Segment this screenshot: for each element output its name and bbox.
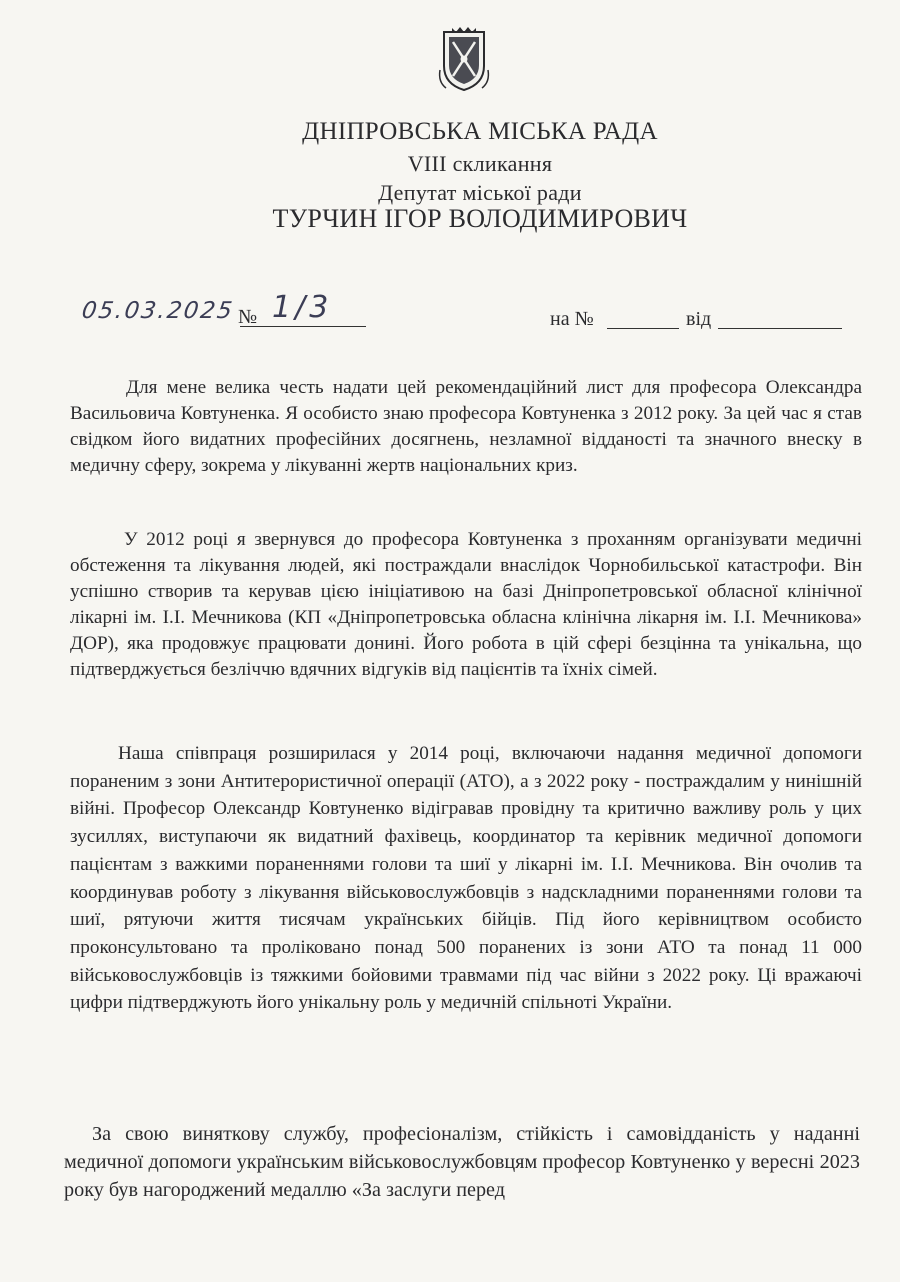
letter-number: 1/3 — [272, 290, 333, 325]
reply-to-date-blank — [718, 328, 842, 329]
council-title: ДНІПРОВСЬКА МІСЬКА РАДА — [302, 118, 658, 145]
deputy-name: ТУРЧИН ІГОР ВОЛОДИМИРОВИЧ — [272, 204, 688, 233]
letter-date: 05.03.2025 — [80, 298, 236, 324]
deputy-position: Депутат міської ради — [378, 180, 582, 205]
number-underline — [240, 326, 366, 327]
paragraph-intro: Для мене велика честь надати цей рекомендаційний лист для професора Олександра Васильовича Ковтуненка. Я особисто знаю професора Ковтуненка з 2012 року. За цей час я став свідком його видатних професійних досягнень, незламної відданості та значного внеску в медичну сферу, зокрема у лікуванні жертв національних криз. — [70, 377, 862, 476]
reply-to-number-blank — [607, 328, 679, 329]
number-sign: № — [238, 306, 258, 328]
reply-to-number-label: на № — [550, 308, 594, 330]
paragraph-award: За свою виняткову службу, професіоналізм, стійкість і самовідданість у наданні медичної допомоги українським військовослужбовцям професор Ковтуненко у вересні 2023 року був нагороджений медаллю «За заслуги перед — [64, 1123, 860, 1201]
paragraph-ato-war: Наша співпраця розширилася у 2014 році, включаючи надання медичної допомоги пораненим з зони Антитерористичної операції (АТО), а з 2022 року - постраждалим у нинішній війні. Професор Олександр Ковтуненко відігравав провідну та критично важливу роль у цих зусиллях, виступаючи як видатний фахівець, координатор та керівник медичної допомоги пацієнтам з важкими пораненнями голови та шиї у лікарні ім. І.І. Мечникова. Він очолив та координував роботу з лікування військовослужбовців з надскладними пораненнями голови та шиї, рятуючи життя тисячам українських бійців. Під його керівництвом особисто проконсультовано та проліковано понад 500 поранених із зони АТО та понад 11 000 військовослужбовців із тяжкими бойовими травмами під час війни з 2022 року. Ці вражаючі цифри підтверджують його унікальну роль у медичній спільноті України. — [70, 743, 862, 1014]
reply-to-date-label: від — [686, 308, 712, 330]
coat-of-arms-icon — [436, 26, 492, 94]
convocation-label: VIII скликання — [407, 151, 553, 176]
paragraph-chernobyl: У 2012 році я звернувся до професора Ковтуненка з проханням організувати медичні обстеження та лікування людей, які постраждали внаслідок Чорнобильської катастрофи. Він успішно створив та керував цією ініціативою на базі Дніпропетровської обласної клінічної лікарні ім. І.І. Мечникова (КП «Дніпропетровська обласна клінічна лікарня ім. І.І. Мечникова» ДОР), яка продовжує працювати донині. Його робота в цій сфері безцінна та унікальна, що підтверджується безліччю вдячних відгуків від пацієнтів та їхніх сімей. — [70, 529, 862, 680]
